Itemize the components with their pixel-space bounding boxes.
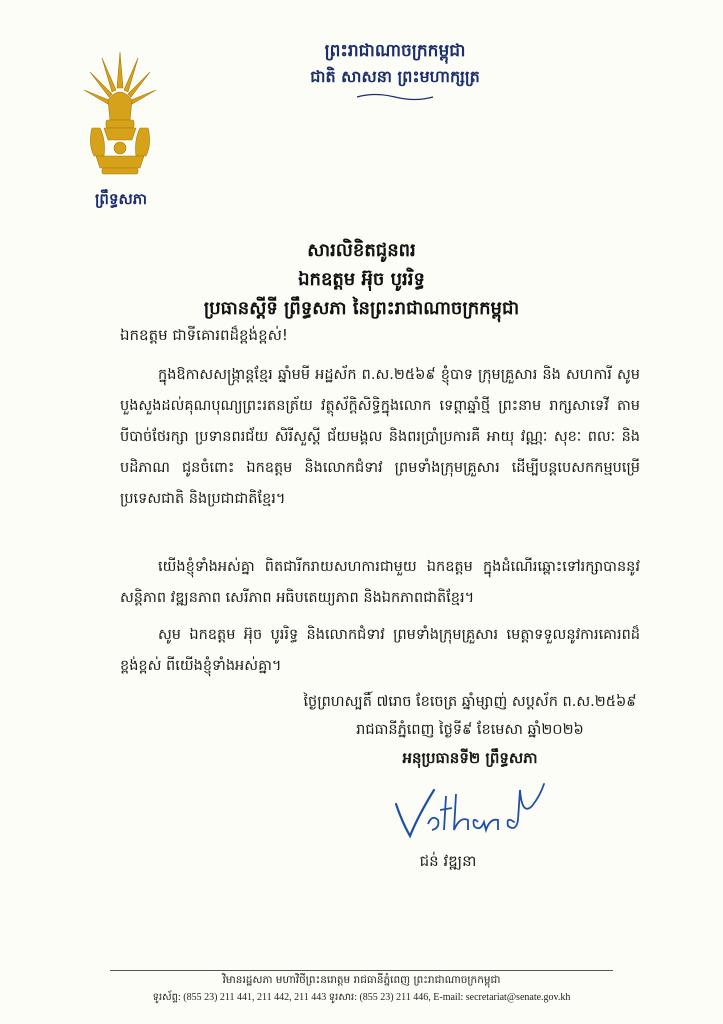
kingdom-title: ព្រះរាជាណាចក្រកម្ពុជា (324, 41, 466, 61)
place-date: រាជធានីភ្នំពេញ ថ្ងៃទី៩ ខែមេសា ឆ្នាំ២០២៦ (356, 722, 584, 738)
footer-address: វិមានរដ្ឋសភា មហាវិថីព្រះនរោត្តម រាជធានីភ្នំពេញ ព្រះរាជាណាចក្រកម្ពុជា (222, 974, 501, 986)
signer-name: ជន់ វឌ្ឍនា (419, 852, 477, 870)
body-paragraph-3: សូម ឯកឧត្តម អ៊ុច បូររិទ្ធ និងលោកជំទាវ ព្រមទាំងក្រុមគ្រួសារ មេត្តាទទួលនូវការគោរពដ៏ខ្ពង់ខ្ពស់ ពីយើងខ្ញុំទាំងអស់គ្នា។ (120, 627, 640, 674)
ornament-divider-icon (355, 92, 435, 102)
letter-title (120, 236, 603, 323)
salutation: ឯកឧត្តម ជាទីគោរពដ៏ខ្ពង់ខ្ពស់! (120, 326, 288, 344)
lunar-date: ថ្ងៃព្រហស្បតិ៍ ៧រោច ខែចេត្រ ឆ្នាំម្សាញ់ សប្តស័ក ព.ស.២៥៦៩ (303, 694, 637, 710)
title-line-1: សារលិខិតជូនពរ (307, 240, 416, 261)
signer-position: អនុប្រធានទី២ ព្រឹទ្ធសភា (402, 749, 538, 767)
senate-emblem-icon (82, 48, 158, 178)
body-paragraph-1: ក្នុងឱកាសសង្ក្រាន្តខ្មែរ ឆ្នាំមមី អដ្ឋស័ក ព.ស.២៥៦៩ ខ្ញុំបាទ ក្រុមគ្រួសារ និង សហការី សូមបួងសួងដល់គុណបុណ្យព្រះរតនត្រ័យ វត្ថុស័ក្តិសិទ្ធិក្នុងលោក ទេព្តាឆ្នាំថ្មី ព្រះនាម រាក្សសាទេវី តាមបីបាច់ថែរក្សា ប្រទានពរជ័យ សិរីសួស្តី ជ័យមង្គល និងពរប្រាំប្រការគឺ អាយុ វណ្ណៈ សុខៈ ពលៈ និងបដិភាណ ជូនចំពោះ ឯកឧត្តម និងលោកជំទាវ ព្រមទាំងក្រុមគ្រួសារ ដើម្បីបន្តបេសកកម្មបម្រើប្រទេសជាតិ និងប្រជាជាតិខ្មែរ។ (120, 367, 640, 507)
title-line-2: ឯកឧត្តម អ៊ុច បូររិទ្ធ (298, 269, 425, 290)
national-motto: ជាតិ សាសនា ព្រះមហាក្សត្រ (310, 67, 480, 86)
footer-divider (110, 970, 613, 971)
title-line-3: ប្រធានស្តីទី ព្រឹទ្ធសភា នៃព្រះរាជាណាចក្រកម្ពុជា (203, 298, 520, 319)
institution-label: ព្រឹទ្ធសភា (94, 190, 148, 208)
footer-contact: ទូរស័ព្ទ: (855 23) 211 441, 211 442, 211 443 ទូរសារ: (855 23) 211 446, E-mail: secretariat@senate.gov.kh (152, 992, 571, 1003)
body-paragraph-2: យើងខ្ញុំទាំងអស់គ្នា ពិតជារីករាយសហការជាមួយ ឯកឧត្តម ក្នុងដំណើរឆ្ពោះទៅរក្សាបាននូវសន្តិភាព វឌ្ឍនភាព សេរីភាព អធិបតេយ្យភាព និងឯកភាពជាតិខ្មែរ។ (120, 559, 640, 606)
handwritten-signature (388, 776, 548, 846)
